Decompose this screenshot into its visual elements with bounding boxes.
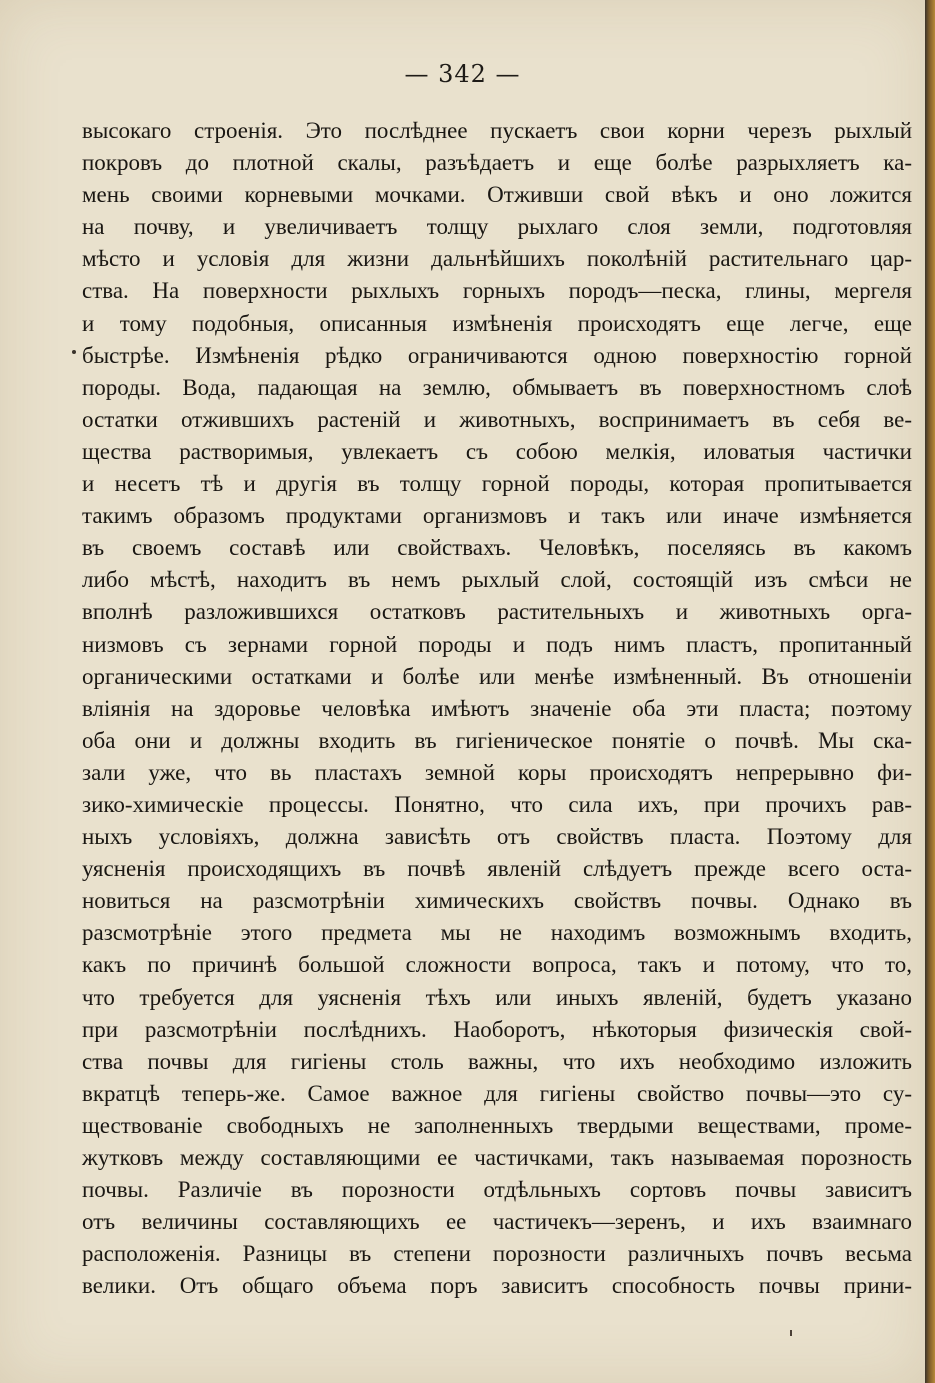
text-line: либо мѣстѣ, находитъ въ немъ рыхлый слой, состоящій изъ смѣси не	[82, 567, 912, 593]
text-line: породы. Вода, падающая на землю, обмываетъ въ поверхностномъ слоѣ	[82, 374, 912, 400]
text-line: ныхъ условіяхъ, должна зависѣть отъ свойствъ пласта. Поэтому для	[82, 824, 912, 850]
text-line: разсмотрѣніе этого предмета мы не находимъ возможнымъ входить,	[82, 920, 912, 946]
text-line: вполнѣ разложившихся остатковъ растительныхъ и животныхъ орга-	[82, 599, 912, 625]
text-line: зико-химическіе процессы. Понятно, что сила ихъ, при прочихъ рав-	[82, 791, 912, 817]
text-line: отъ величины составляющихъ ее частичекъ—зеренъ, и ихъ взаимнаго	[82, 1209, 912, 1235]
text-line: ства. На поверхности рыхлыхъ горныхъ породъ—песка, глины, мергеля	[82, 278, 912, 304]
text-line: вкратцѣ теперь-же. Самое важное для гигіены свойство почвы—это су-	[82, 1080, 912, 1106]
text-line: высокаго строенія. Это послѣднее пускаетъ свои корни черезъ рыхлый	[82, 118, 912, 143]
text-line: что требуется для уясненія тѣхъ или иныхъ явленій, будетъ указано	[82, 984, 912, 1010]
text-line: быстрѣе. Измѣненія рѣдко ограничиваются одною поверхностію горной	[82, 342, 912, 368]
text-line: органическими остатками и болѣе или менѣе измѣненный. Въ отношеніи	[82, 663, 912, 689]
text-line: покровъ до плотной скалы, разъѣдаетъ и еще болѣе разрыхляетъ ка-	[82, 150, 912, 176]
text-line: оба они и должны входить въ гигіеническое понятіе о почвѣ. Мы ска-	[82, 727, 912, 753]
text-line: вліянія на здоровье человѣка имѣютъ значеніе оба эти пласта; поэтому	[82, 695, 912, 721]
text-line: ществованіе свободныхъ не заполненныхъ твердыми веществами, проме-	[82, 1112, 912, 1138]
text-line: остатки отжившихъ растеній и животныхъ, воспринимаетъ въ себя ве-	[82, 406, 912, 432]
text-line: при разсмотрѣніи послѣднихъ. Наоборотъ, нѣкоторыя физическія свой-	[82, 1016, 912, 1042]
text-line: уясненія происходящихъ въ почвѣ явленій слѣдуетъ прежде всего оста-	[82, 856, 912, 882]
text-line: мень своими корневыми мочками. Отживши свой вѣкъ и оно ложится	[82, 182, 912, 208]
margin-dot-mark	[72, 350, 76, 354]
body-text	[82, 115, 912, 1302]
text-line: велики. Отъ общаго объема поръ зависитъ способность почвы прини-	[82, 1273, 912, 1299]
text-line: мѣсто и условія для жизни дальнѣйшихъ поколѣній растительнаго цар-	[82, 246, 912, 272]
text-line: расположенія. Разницы въ степени порозности различныхъ почвъ весьма	[82, 1241, 912, 1267]
page-edge	[925, 0, 935, 1383]
text-line: щества растворимыя, увлекаетъ съ собою мелкія, иловатыя частички	[82, 438, 912, 464]
text-line: какъ по причинѣ большой сложности вопроса, такъ и потому, что то,	[82, 952, 912, 978]
text-line: въ своемъ составѣ или свойствахъ. Человѣкъ, поселяясь въ какомъ	[82, 535, 912, 561]
text-line: ства почвы для гигіены столь важны, что ихъ необходимо изложить	[82, 1048, 912, 1074]
text-line: низмовъ съ зернами горной породы и подъ нимъ пластъ, пропитанный	[82, 631, 912, 657]
text-line: и тому подобныя, описанныя измѣненія происходятъ еще легче, еще	[82, 310, 912, 336]
text-line: жутковъ между составляющими ее частичками, такъ называемая порозность	[82, 1145, 912, 1170]
text-line: и несетъ тѣ и другія въ толщу горной породы, которая пропитывается	[82, 471, 912, 497]
text-line: такимъ образомъ продуктами организмовъ и такъ или иначе измѣняется	[82, 503, 912, 529]
text-line: новиться на разсмотрѣніи химическихъ свойствъ почвы. Однако въ	[82, 888, 912, 914]
stray-ink-mark	[790, 1330, 792, 1336]
text-line: почвы. Различіе въ порозности отдѣльныхъ сортовъ почвы зависитъ	[82, 1177, 912, 1203]
text-line: на почву, и увеличиваетъ толщу рыхлаго слоя земли, подготовляя	[82, 214, 912, 240]
text-line: зали уже, что вь пластахъ земной коры происходятъ непрерывно фи-	[82, 759, 912, 785]
page-number: — 342 —	[404, 60, 521, 88]
